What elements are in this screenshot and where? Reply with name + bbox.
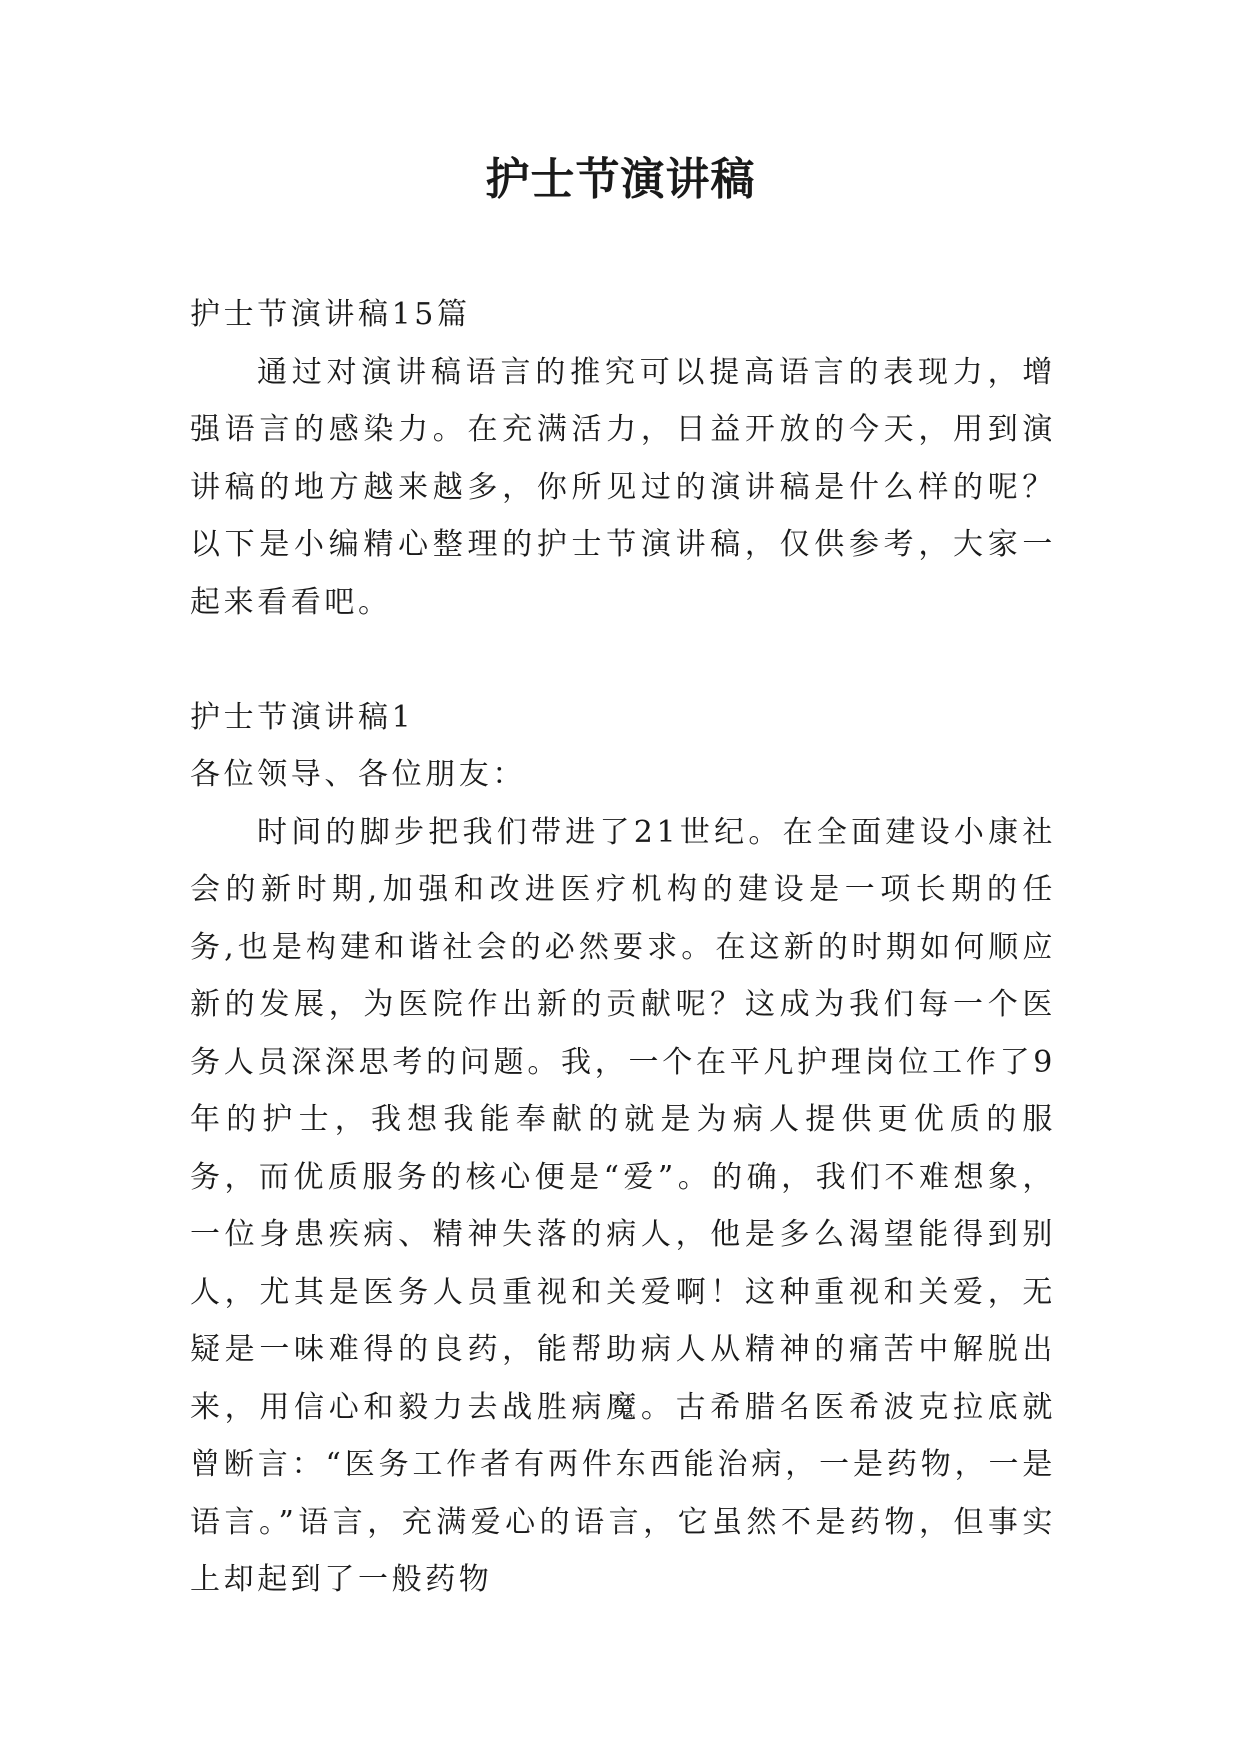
- document-title: 护士节演讲稿: [485, 154, 756, 205]
- section-heading: 护士节演讲稿1: [190, 699, 415, 735]
- document-body: [190, 286, 1056, 1609]
- paragraph-spacer: [190, 631, 1056, 689]
- intro-paragraph: 通过对演讲稿语言的推究可以提高语言的表现力，增强语言的感染力。在充满活力，日益开放的今天，用到演讲稿的地方越来越多，你所见过的演讲稿是什么样的呢？以下是小编精心整理的护士节演讲稿，仅供参考，大家一起来看看吧。: [190, 354, 1056, 620]
- document-subtitle: 护士节演讲稿15篇: [190, 297, 471, 332]
- body-paragraph: 时间的脚步把我们带进了21世纪。在全面建设小康社会的新时期,加强和改进医疗机构的建设是一项长期的任务,也是构建和谐社会的必然要求。在这新的时期如何顺应新的发展，为医院作出新的贡献呢？这成为我们每一个医务人员深深思考的问题。我，一个在平凡护理岗位工作了9年的护士，我想我能奉献的就是为病人提供更优质的服务，而优质服务的核心便是“爱”。的确，我们不难想象，一位身患疾病、精神失落的病人，他是多么渴望能得到别人，尤其是医务人员重视和关爱啊！这种重视和关爱，无疑是一味难得的良药，能帮助病人从精神的痛苦中解脱出来，用信心和毅力去战胜病魔。古希腊名医希波克拉底就曾断言：“医务工作者有两件东西能治病，一是药物，一是语言。”语言，充满爱心的语言，它虽然不是药物，但事实上却起到了一般药物: [190, 814, 1056, 1597]
- salutation: 各位领导、各位朋友：: [190, 757, 526, 792]
